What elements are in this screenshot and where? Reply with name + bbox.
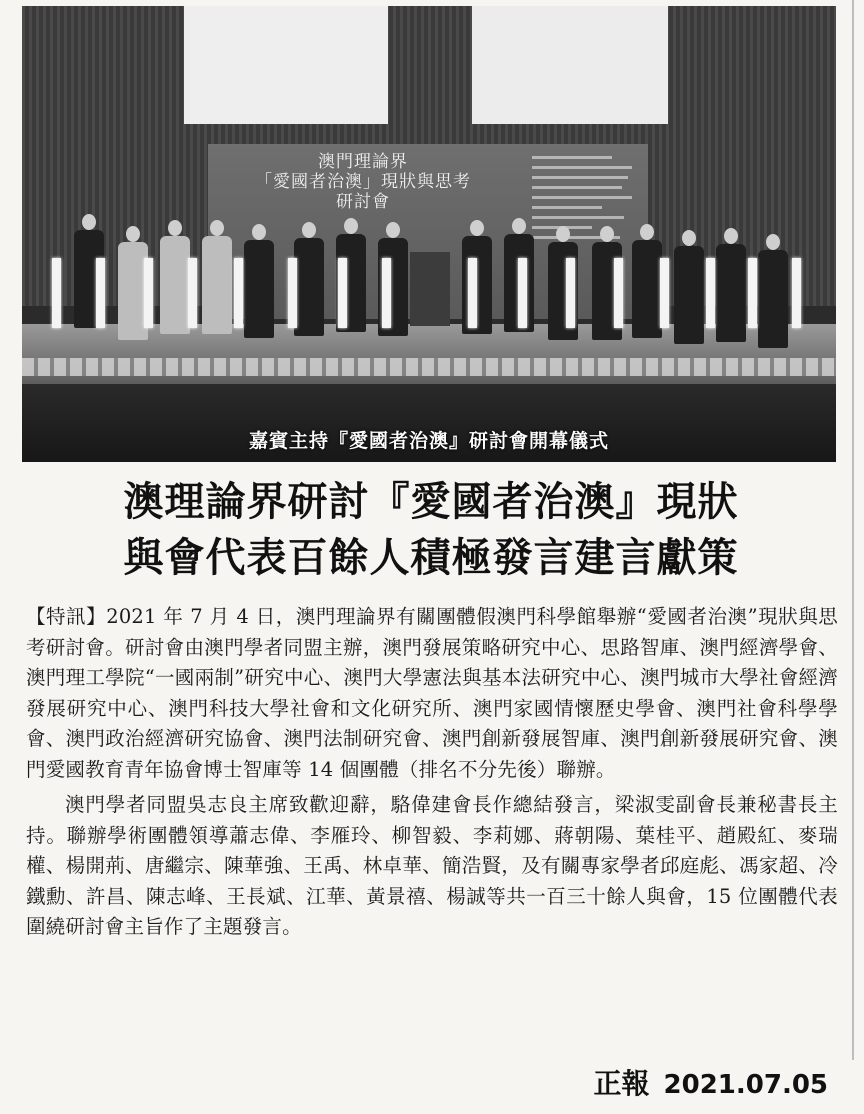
photo-person [244, 224, 274, 338]
article-paragraph-1: 【特訊】2021 年 7 月 4 日，澳門理論界有關團體假澳門科學館舉辦“愛國者治澳”現狀與思考研討會。研討會由澳門學者同盟主辦，澳門發展策略研究中心、思路智庫、澳門經濟學會、澳門理工學院“一國兩制”研究中心、澳門大學憲法與基本法研究中心、澳門城市大學社會經濟發展研究中心、澳門科技大學社會和文化研究所、澳門家國情懷歷史學會、澳門社會科學學會、澳門政治經濟研究協會、澳門法制研究會、澳門創新發展智庫、澳門創新發展研究會、澳門愛國教育青年協會博士智庫等 14 個團體（排名不分先後）聯辦。 [26, 605, 838, 781]
photo-light-pillar [748, 258, 757, 328]
photo-light-pillar [52, 258, 61, 328]
headline [22, 474, 840, 586]
article-paragraph-2: 澳門學者同盟吳志良主席致歡迎辭，駱偉建會長作總結發言，梁淑雯副會長兼秘書長主持。聯辦學術團體領導蕭志偉、李雁玲、柳智毅、李莉娜、蔣朝陽、葉桂平、趙殿紅、麥瑞權、楊開荊、唐繼宗、陳華強、王禹、林卓華、簡浩賢，及有關專家學者邱庭彪、馮家超、冷鐵勳、許昌、陳志峰、王長斌、江華、黃景禧、楊誠等共一百三十餘人與會，15 位團體代表圍繞研討會主旨作了主題發言。 [26, 793, 838, 938]
photo-light-pillar [382, 258, 391, 328]
photo-light-pillar [792, 258, 801, 328]
photo-light-pillar [96, 258, 105, 328]
photo-light-pillar [188, 258, 197, 328]
publication-date: 2021.07.05 [663, 1070, 828, 1100]
news-photo [22, 6, 836, 462]
headline-line-2: 與會代表百餘人積極發言建言獻策 [123, 535, 739, 581]
photo-person [294, 222, 324, 336]
photo-screen-left [184, 6, 388, 124]
photo-person [674, 230, 704, 344]
photo-caption: 嘉賓主持『愛國者治澳』研討會開幕儀式 [248, 430, 609, 452]
newspaper-name: 正報 [593, 1067, 650, 1100]
photo-backdrop-title: 澳門理論界 「愛國者治澳」現狀與思考 研討會 [255, 152, 471, 212]
photo-light-pillar [338, 258, 347, 328]
headline-line-1: 澳理論界研討『愛國者治澳』現狀 [123, 479, 739, 525]
photo-light-pillar [660, 258, 669, 328]
photo-person [758, 234, 788, 348]
photo-light-pillar [518, 258, 527, 328]
photo-screen-right [472, 6, 668, 124]
photo-podium [410, 252, 450, 326]
photo-light-pillar [706, 258, 715, 328]
photo-stage-strip [22, 358, 836, 376]
photo-light-pillar [234, 258, 243, 328]
photo-person [462, 220, 492, 334]
photo-light-pillar [288, 258, 297, 328]
photo-person [716, 228, 746, 342]
photo-light-pillar [614, 258, 623, 328]
photo-light-pillar [566, 258, 575, 328]
photo-person [160, 220, 190, 334]
column-rule [852, 0, 854, 1060]
photo-light-pillar [468, 258, 477, 328]
source-footer [594, 1062, 829, 1102]
photo-light-pillar [144, 258, 153, 328]
photo-person [632, 224, 662, 338]
photo-person [202, 220, 232, 334]
article-body [26, 602, 838, 943]
